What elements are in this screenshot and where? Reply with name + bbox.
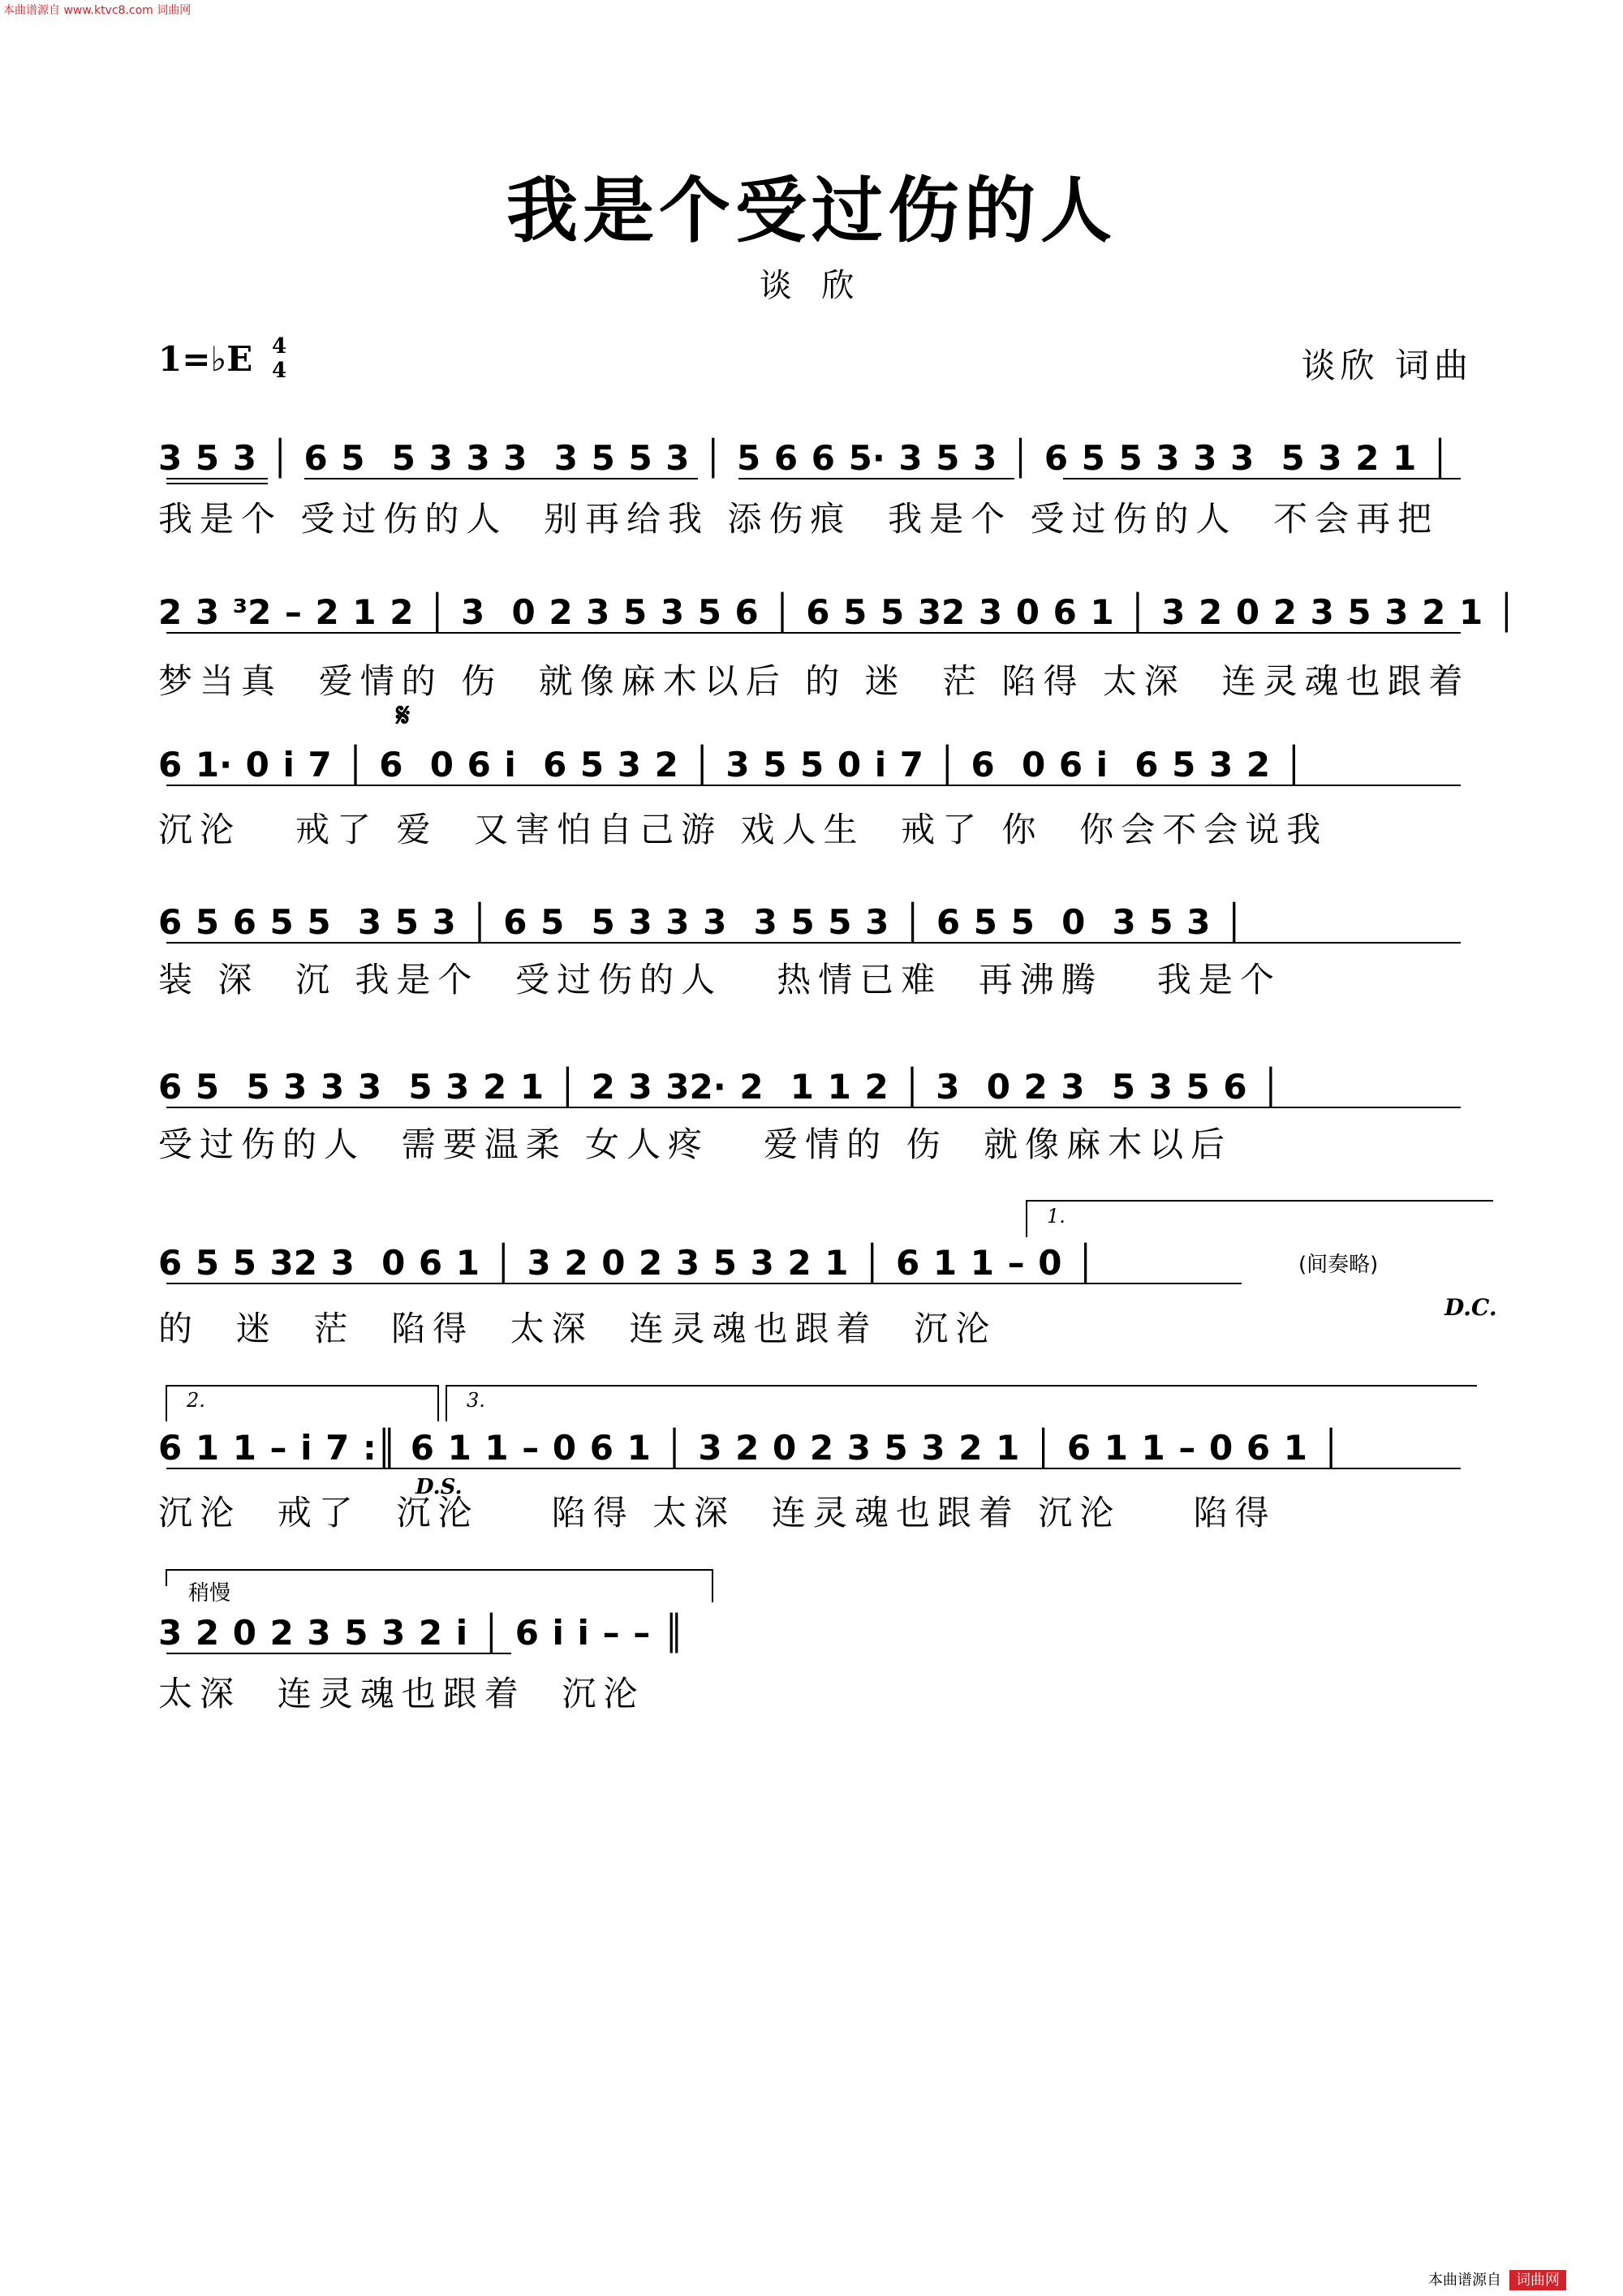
song-title: 我是个受过伤的人 <box>506 168 1117 252</box>
ds-mark: D.S. <box>415 1475 463 1499</box>
notes-line: 6 5 5 32 3 0 6 1 │ 3 2 0 2 3 5 3 2 1 │ 6 1 1 – 0 │ <box>158 1243 1096 1283</box>
lyrics-line: 太深 连灵魂也跟着 沉沦 <box>158 1674 645 1713</box>
notes-line: 6 1 1 – i 7 :║ 6 1 1 – 0 6 1 │ 3 2 0 2 3 5 3 2 1 │ 6 1 1 – 0 6 1 │ <box>158 1428 1341 1468</box>
time-sig-bottom: 4 <box>272 359 287 383</box>
tempo-slow-mark: 稍慢 <box>188 1581 231 1606</box>
segno-sign: 𝄋 <box>396 696 411 734</box>
notes-line: 6 5 6 5 5 3 5 3 │ 6 5 5 3 3 3 3 5 5 3 │ 6 5 5 0 3 5 3 │ <box>158 902 1245 942</box>
lyrics-line: 受过伤的人 需要温柔 女人疼 爱情的 伤 就像麻木以后 <box>158 1124 1233 1164</box>
lyrics-line: 装 深 沉 我是个 受过伤的人 热情已难 再沸腾 我是个 <box>158 960 1281 1000</box>
lyrics-line: 梦当真 爱情的 伤 就像麻木以后 的 迷 茫 陷得 太深 连灵魂也跟着 <box>158 661 1470 701</box>
slow-bracket <box>166 1570 712 1602</box>
key-signature: 1=♭E <box>158 339 253 379</box>
notes-line: 2 3 ³2 – 2 1 2 │ 3 0 2 3 5 3 5 6 │ 6 5 5 32 3 0 6 1 │ 3 2 0 2 3 5 3 2 1 │ <box>158 592 1518 632</box>
credits: 谈欣 词曲 <box>1301 346 1473 385</box>
lyrics-line: 沉沦 戒了 爱 又害怕自己游 戏人生 戒了 你 你会不会说我 <box>158 810 1328 849</box>
volta-3-label: 3. <box>467 1389 485 1412</box>
time-sig-top: 4 <box>272 334 287 359</box>
watermark-bottom-text: 本曲谱源自 <box>1428 2272 1501 2289</box>
notes-line: 6 5 5 3 3 3 5 3 2 1 │ 2 3 32· 2 1 1 2 │ 3 0 2 3 5 3 5 6 │ <box>158 1067 1281 1107</box>
lyrics-line: 我是个 受过伤的人 别再给我 添伤痕 我是个 受过伤的人 不会再把 <box>158 499 1440 539</box>
beam-lines <box>166 479 1461 1653</box>
notes-line: 3 5 3 │ 6 5 5 3 3 3 3 5 5 3 │ 5 6 6 5· 3 5 3 │ 6 5 5 3 3 3 5 3 2 1 │ <box>158 438 1451 478</box>
dc-mark: D.C. <box>1444 1294 1497 1321</box>
volta-3-bracket <box>446 1386 1477 1421</box>
lyrics-line: 的 迷 茫 陷得 太深 连灵魂也跟着 沉沦 <box>158 1309 997 1348</box>
notes-line: 6 1· 0 i 7 │ 6 0 6 i 6 5 3 2 │ 3 5 5 0 i 7 │ 6 0 6 i 6 5 3 2 │ <box>158 745 1304 785</box>
watermark-top: 本曲谱源自 www.ktvc8.com 词曲网 <box>3 4 192 17</box>
lyrics-line: 沉沦 戒了 沉沦 陷得 太深 连灵魂也跟着 沉沦 陷得 <box>158 1493 1276 1533</box>
singer-name: 谈 欣 <box>759 267 864 304</box>
notes-line: 3 2 0 2 3 5 3 2 i │ 6 i i – – ║ <box>158 1613 685 1653</box>
volta-1-bracket <box>1027 1201 1493 1237</box>
interlude-note: (间奏略) <box>1298 1253 1379 1277</box>
volta-2-bracket <box>166 1386 438 1421</box>
volta-1-label: 1. <box>1047 1205 1065 1228</box>
watermark-site-badge: 词曲网 <box>1509 2270 1566 2290</box>
volta-2-label: 2. <box>187 1389 205 1412</box>
